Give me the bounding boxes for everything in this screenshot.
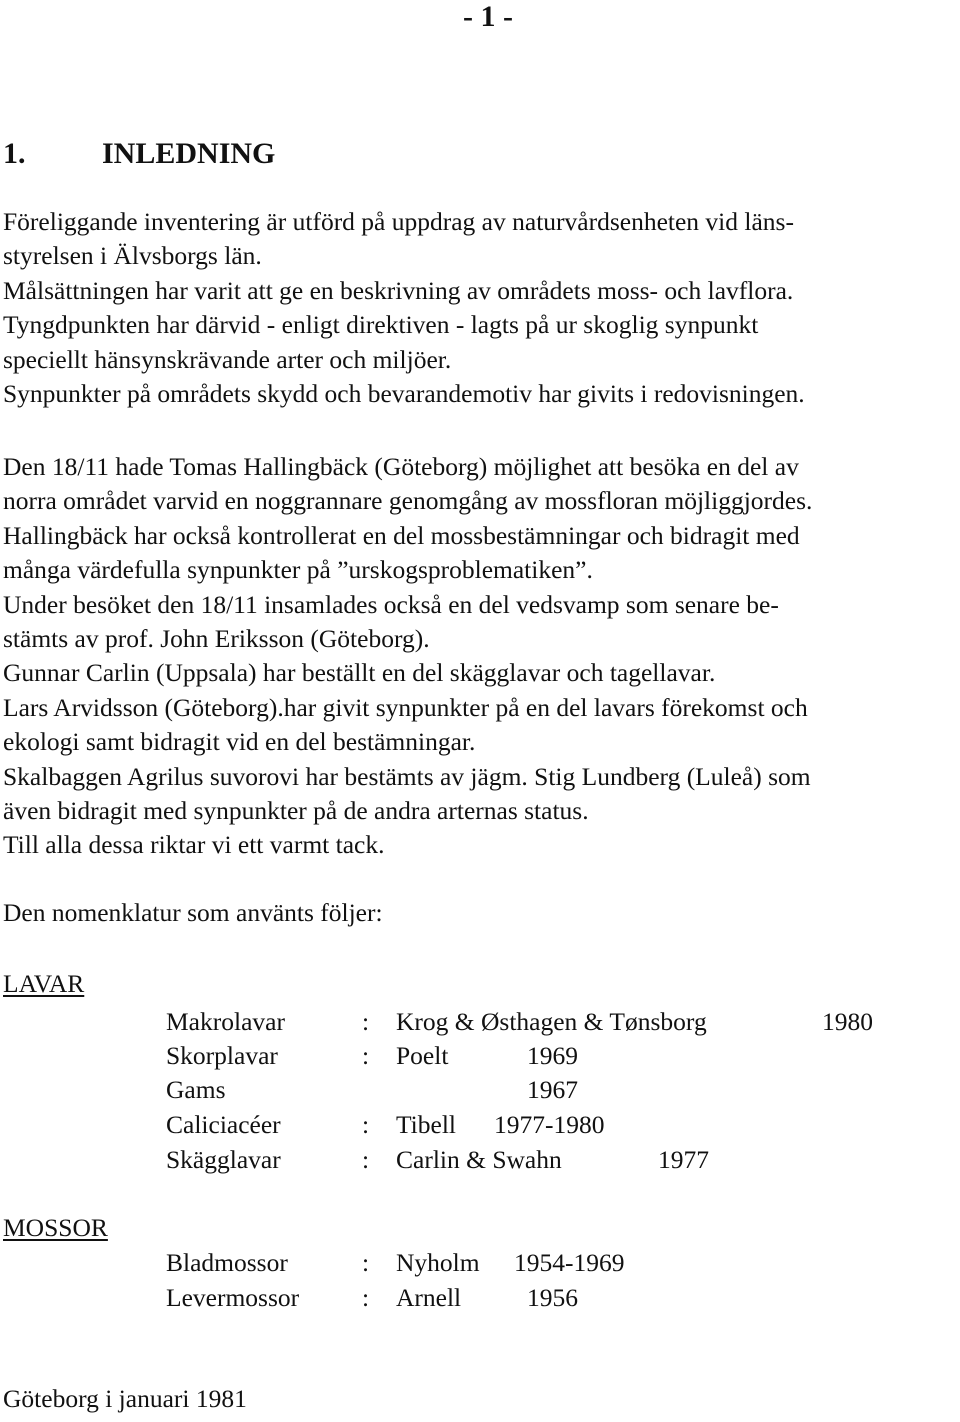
nomenclature-author: Tibell bbox=[396, 1110, 457, 1139]
paragraph-line: även bidragit med synpunkter på de andra arternas status. bbox=[3, 796, 589, 826]
nomenclature-colon: : bbox=[362, 1145, 370, 1174]
nomenclature-group: Caliciacéer bbox=[166, 1110, 281, 1139]
nomenclature-group: Skorplavar bbox=[166, 1041, 278, 1070]
nomenclature-group: Bladmossor bbox=[166, 1248, 288, 1277]
nomenclature-year: 1969 bbox=[527, 1041, 578, 1070]
nomenclature-author: Nyholm bbox=[396, 1248, 480, 1277]
lavar-row-gams bbox=[0, 1073, 960, 1107]
paragraph-line: Den 18/11 hade Tomas Hallingbäck (Göteborg) möjlighet att besöka en del av bbox=[3, 452, 799, 481]
page-number: - 1 - bbox=[463, 0, 513, 33]
mossor-label: MOSSOR bbox=[3, 1213, 108, 1242]
paragraph-line: norra området varvid en noggrannare genomgång av mossfloran möjliggjordes. bbox=[3, 486, 813, 516]
nomenclature-year: 1954-1969 bbox=[514, 1248, 625, 1277]
lavar-row-skagglavar bbox=[0, 1143, 960, 1177]
nomenclature-colon: : bbox=[362, 1110, 370, 1139]
paragraph-line: Gunnar Carlin (Uppsala) har beställt en del skägglavar och tagellavar. bbox=[3, 658, 716, 688]
mossor-row-levermossor bbox=[0, 1281, 960, 1315]
section-title: INLEDNING bbox=[102, 137, 276, 170]
nomenclature-author: Arnell bbox=[396, 1283, 462, 1312]
lavar-row-makrolavar bbox=[0, 1005, 960, 1039]
nomenclature-group: Makrolavar bbox=[166, 1007, 285, 1036]
place-date-footer: Göteborg i januari 1981 bbox=[3, 1384, 247, 1413]
nomenclature-year: 1977-1980 bbox=[494, 1110, 605, 1139]
acknowledgements-paragraph bbox=[3, 450, 953, 863]
paragraph-line: stämts av prof. John Eriksson (Göteborg). bbox=[3, 624, 430, 654]
paragraph-line: Föreliggande inventering är utförd på uppdrag av naturvårdsenheten vid läns- bbox=[3, 207, 794, 236]
lavar-row-caliciaceer bbox=[0, 1108, 960, 1142]
paragraph-line: Tyngdpunkten har därvid - enligt direktiven - lagts på ur skoglig synpunkt bbox=[3, 310, 759, 340]
nomenclature-colon: : bbox=[362, 1007, 370, 1036]
nomenclature-group: Skägglavar bbox=[166, 1145, 281, 1174]
paragraph-line: många värdefulla synpunkter på ”urskogsproblematiken”. bbox=[3, 555, 593, 585]
nomenclature-year: 1967 bbox=[527, 1075, 578, 1104]
lavar-label: LAVAR bbox=[3, 969, 85, 998]
paragraph-line: Lars Arvidsson (Göteborg).har givit synpunkter på en del lavars förekomst och bbox=[3, 692, 808, 722]
nomenclature-colon: : bbox=[362, 1248, 370, 1277]
nomenclature-year: 1980 bbox=[822, 1007, 873, 1036]
paragraph-line: Synpunkter på områdets skydd och bevarandemotiv har givits i redovisningen. bbox=[3, 379, 805, 409]
nomenclature-author: Poelt bbox=[396, 1041, 449, 1070]
nomenclature-colon: : bbox=[362, 1283, 370, 1312]
nomenclature-intro-text: Den nomenklatur som använts följer: bbox=[3, 898, 383, 927]
nomenclature-colon: : bbox=[362, 1041, 370, 1070]
nomenclature-year: 1977 bbox=[658, 1145, 709, 1174]
paragraph-line: Till alla dessa riktar vi ett varmt tack. bbox=[3, 830, 385, 860]
nomenclature-year: 1956 bbox=[527, 1283, 578, 1312]
paragraph-line: Skalbaggen Agrilus suvorovi har bestämts av jägm. Stig Lundberg (Luleå) som bbox=[3, 761, 811, 791]
lavar-row-skorplavar bbox=[0, 1039, 960, 1073]
section-heading bbox=[3, 136, 275, 172]
mossor-row-bladmossor bbox=[0, 1246, 960, 1280]
paragraph-line: Hallingbäck har också kontrollerat en del mossbestämningar och bidragit med bbox=[3, 520, 800, 550]
nomenclature-group: Gams bbox=[166, 1075, 226, 1104]
nomenclature-group: Levermossor bbox=[166, 1283, 300, 1312]
nomenclature-author: Carlin & Swahn bbox=[396, 1145, 562, 1174]
nomenclature-intro bbox=[3, 896, 953, 930]
section-number: 1. bbox=[3, 137, 26, 170]
paragraph-line: speciellt hänsynskrävande arter och miljöer. bbox=[3, 344, 452, 374]
nomenclature-author: Krog & Østhagen & Tønsborg bbox=[396, 1007, 707, 1036]
paragraph-line: ekologi samt bidragit vid en del bestämningar. bbox=[3, 727, 476, 757]
paragraph-line: Under besöket den 18/11 insamlades också en del vedsvamp som senare be- bbox=[3, 589, 779, 619]
paragraph-line: Målsättningen har varit att ge en beskrivning av områdets moss- och lavflora. bbox=[3, 275, 794, 305]
paragraph-line: styrelsen i Älvsborgs län. bbox=[3, 241, 262, 271]
intro-paragraph bbox=[3, 205, 953, 411]
